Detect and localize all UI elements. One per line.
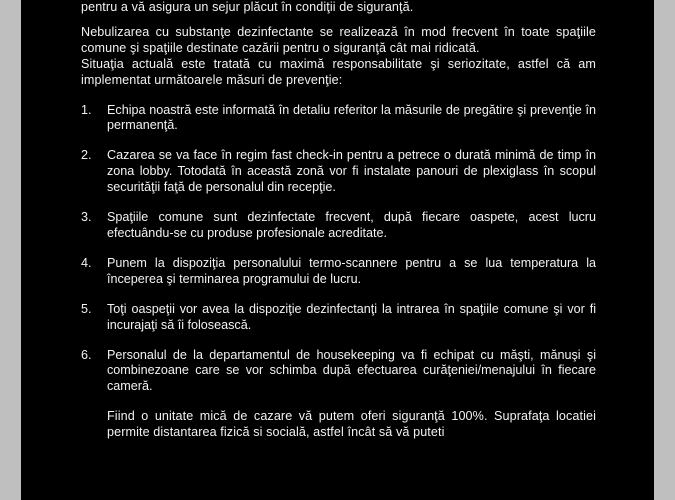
list-item-text: Spaţiile comune sunt dezinfectate frecvent, după fiecare oaspete, acest lucru efectuându-se cu produse profesionale acreditate. xyxy=(107,210,596,240)
list-item-number: 6. xyxy=(81,347,92,362)
list-top-spacer xyxy=(81,89,596,103)
list-item-text: Punem la dispoziţia personalului termo-scannere pentru a se lua temperatura la începerea şi terminarea programului de lucru. xyxy=(107,255,596,286)
list-item-text: Echipa noastră este informată în detaliu referitor la măsurile de pregătire şi prevenţie în permanenţă. xyxy=(107,102,596,133)
paragraph-situatia-actuala: Situaţia actuală este tratată cu maximă responsabilitate şi seriozitate, astfel că am implementat următoarele măsuri de prevenţie: xyxy=(81,56,596,87)
slide-canvas xyxy=(21,0,654,500)
list-item-number: 1. xyxy=(81,102,92,117)
closing-paragraph: Fiind o unitate mică de cazare vă putem oferi siguranţă 100%. Suprafaţa locatiei permite distantarea fizică si socială, astfel încât să vă puteti xyxy=(107,409,596,440)
list-item-number: 2. xyxy=(81,148,92,163)
list-item xyxy=(81,210,596,242)
list-item-text: Cazarea se va face în regim fast check-in pentru a petrece o durată minimă de timp în zona lobby. Totodată în această zonă vor fi instalate panouri de plexiglass în scopul securităţii faţă de personalul din recepţie. xyxy=(107,148,596,195)
list-item xyxy=(81,348,596,396)
list-item-text: Toţi oaspeţii vor avea la dispoziţie dezinfectanţi la intrarea în spaţiile comune şi vor fi incurajaţi să îi folosească. xyxy=(107,301,596,332)
list-item-number: 5. xyxy=(81,301,92,316)
document-body xyxy=(81,0,596,441)
list-item xyxy=(81,103,596,135)
paragraph-spacer xyxy=(81,16,596,25)
list-item xyxy=(81,256,596,288)
intro-paragraph-continuation: pentru a vă asigura un sejur plăcut în condiţii de siguranţă. xyxy=(81,0,414,14)
measures-list xyxy=(81,103,596,396)
paragraph-nebulizare: Nebulizarea cu substanţe dezinfectante se realizează în mod frecvent în toate spaţiile comune şi spaţiile destinate cazării pentru o siguranţă cât mai ridicată. xyxy=(81,24,596,55)
list-item-text: Personalul de la departamentul de housekeeping va fi echipat cu măşti, mănuşi şi combinezoane care se vor schimba după efectuarea curăţeniei/menajului în fiecare cameră. xyxy=(107,347,596,394)
closing-spacer xyxy=(81,395,596,409)
list-item-number: 4. xyxy=(81,255,92,270)
list-item xyxy=(81,302,596,334)
list-item-number: 3. xyxy=(81,210,92,225)
list-item xyxy=(81,148,596,196)
